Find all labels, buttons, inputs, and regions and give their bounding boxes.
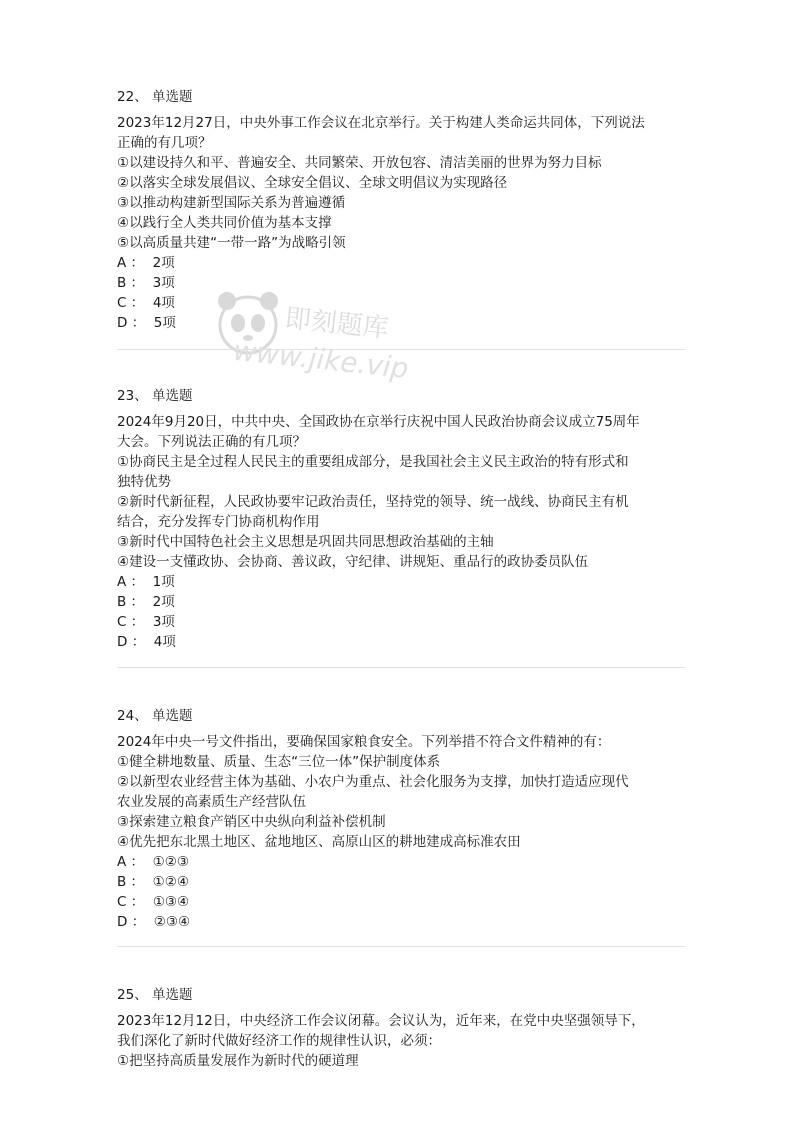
question-number: 25 [117,987,135,1003]
option-d: D ： ②③④ [117,914,191,930]
statement-line: ③探索建立粮食产销区中央纵向利益补偿机制 [117,814,386,830]
statement-line: ③以推动构建新型国际关系为普遍遵循 [117,195,346,211]
question-type: 单选题 [151,987,193,1003]
statement-line: ④以践行全人类共同价值为基本支撑 [117,215,332,231]
question-stem-line: 2024年9月20日，中共中央、全国政协在京举行庆祝中国人民政治协商会议成立75周年 [117,414,640,430]
statement-line: ①把坚持高质量发展作为新时代的硬道理 [117,1053,359,1069]
question-header: 24、 单选题 [117,708,193,724]
statement-line: 独特优势 [117,474,171,490]
option-d: D ： 4项 [117,634,176,650]
question-stem-line: 2024年中央一号文件指出，要确保国家粮食安全。下列举措不符合文件精神的有： [117,734,611,750]
option-b: B ： ①②④ [117,874,189,890]
statement-line: ②新时代新征程，人民政协要牢记政治责任，坚持党的领导、统一战线、协商民主有机 [117,494,629,510]
option-c: C ： 4项 [117,295,175,311]
question-stem-line: 正确的有几项？ [117,135,212,151]
question-header: 22、 单选题 [117,89,193,105]
question-number: 22 [117,89,135,105]
option-d: D ： 5项 [117,315,176,331]
question-25 [117,985,687,1071]
statement-line: ⑤以高质量共建“一带一路”为战略引领 [117,235,346,251]
question-22 [117,87,687,333]
question-stem-line: 2023年12月27日，中央外事工作会议在北京举行。关于构建人类命运共同体，下列说法 [117,115,645,131]
question-stem-line: 2023年12月12日，中央经济工作会议闭幕。会议认为，近年来，在党中央坚强领导下， [117,1013,645,1029]
statement-line: ①协商民主是全过程人民民主的重要组成部分，是我国社会主义民主政治的特有形式和 [117,454,629,470]
question-header: 25、 单选题 [117,987,193,1003]
option-c: C ： ①③④ [117,894,190,910]
option-a: A ： 1项 [117,574,175,590]
question-divider [117,349,685,350]
statement-line: ②以新型农业经营主体为基础、小农户为重点、社会化服务为支撑，加快打造适应现代 [117,774,629,790]
option-c: C ： 3项 [117,614,175,630]
question-24 [117,706,687,932]
question-stem-line: 我们深化了新时代做好经济工作的规律性认识，必须： [117,1033,441,1049]
statement-line: ②以落实全球发展倡议、全球安全倡议、全球文明倡议为实现路径 [117,175,508,191]
question-23 [117,386,687,652]
watermark-brand: 即刻题库 [283,303,391,345]
statement-line: ①健全耕地数量、质量、生态“三位一体”保护制度体系 [117,754,441,770]
statement-line: 农业发展的高素质生产经营队伍 [117,794,306,810]
question-type: 单选题 [151,388,193,404]
question-divider [117,667,685,668]
question-type: 单选题 [151,89,193,105]
option-a: A ： 2项 [117,255,175,271]
option-b: B ： 2项 [117,594,175,610]
statement-line: ④优先把东北黑土地区、盆地地区、高原山区的耕地建成高标准农田 [117,834,521,850]
question-number: 24 [117,708,135,724]
question-divider [117,946,685,947]
question-type: 单选题 [151,708,193,724]
question-number: 23 [117,388,135,404]
statement-line: ③新时代中国特色社会主义思想是巩固共同思想政治基础的主轴 [117,534,494,550]
watermark-url: www.jike.vip [231,333,411,386]
question-stem-line: 大会。下列说法正确的有几项？ [117,434,306,450]
question-header: 23、 单选题 [117,388,193,404]
option-a: A ： ①②③ [117,854,189,870]
statement-line: ①以建设持久和平、普遍安全、共同繁荣、开放包容、清洁美丽的世界为努力目标 [117,155,602,171]
statement-line: ④建设一支懂政协、会协商、善议政，守纪律、讲规矩、重品行的政协委员队伍 [117,554,589,570]
option-b: B ： 3项 [117,275,175,291]
statement-line: 结合，充分发挥专门协商机构作用 [117,514,320,530]
